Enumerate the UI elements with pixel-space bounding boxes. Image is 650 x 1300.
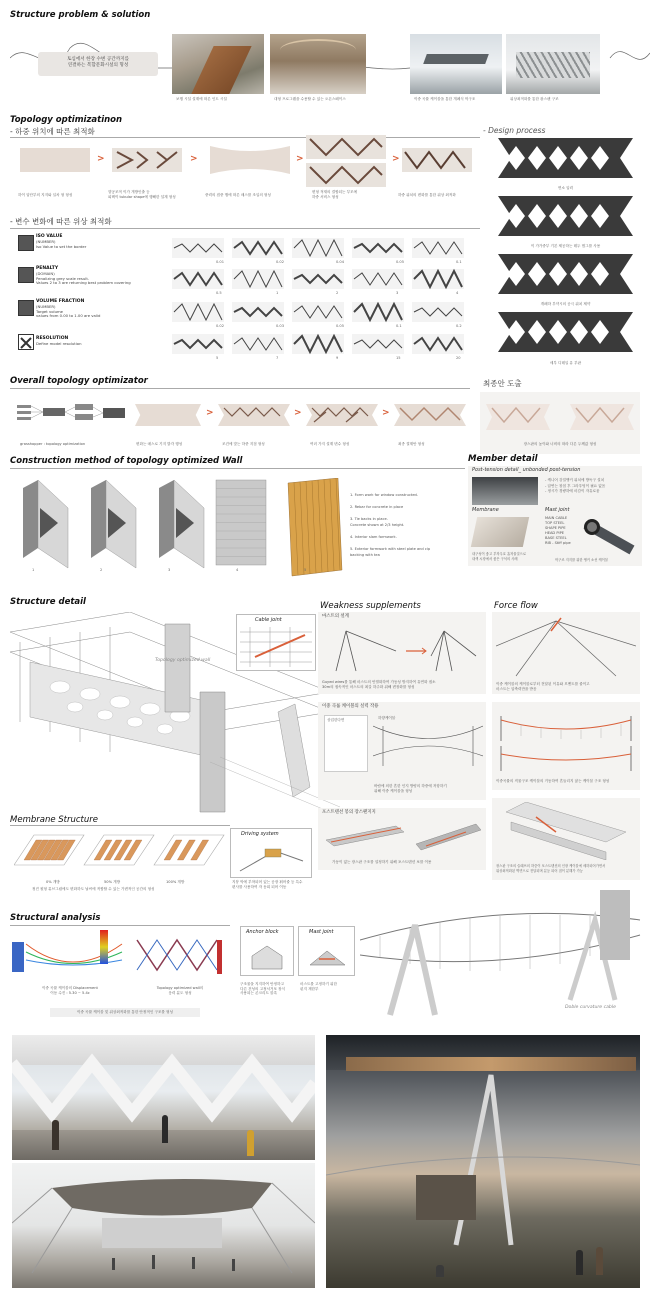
overall-caption-5: 최종 결계안 형성 — [398, 442, 425, 446]
post-tension-image — [472, 477, 538, 505]
mast-label-6: RIB - Stiff pipe — [545, 541, 571, 545]
problem-bubble-text: 토심에서 한장 수변 공간까지를 연결하는 복합문화시설의 형성 — [66, 57, 130, 68]
weakness-inner-frame — [324, 715, 368, 772]
mast-joint2-caption: 마스트를 고정하기 위한 핀지 재한부 — [300, 982, 337, 991]
topology-arrow-4: > — [392, 154, 400, 164]
mast-joint-frame — [298, 926, 355, 976]
weakness-title: Weakness supplements — [320, 601, 421, 611]
construction-step-1: 1. Form work for window constructed. — [350, 493, 418, 497]
membrane-label-2: 50% 개방 — [104, 880, 121, 884]
param-iso — [36, 234, 86, 249]
construction-step-3-drawing — [159, 480, 204, 568]
section-title-overall: Overall topology optimizator — [10, 376, 148, 386]
force-flow-panel-1 — [492, 612, 640, 694]
membrane-detail-title: Membrane — [472, 507, 499, 513]
process-caption-2: 이 가가중부 기본 제공하는 테두 범그를 사용 — [530, 244, 601, 248]
force-flow-text-3: 장스판 구조의 슬래브의 하중이 포스트텐션의 인장 케이블에 세하되어가면서 위상최적화된 벽면으로 전달되며 분등 되어 접이 분해가 가능 — [496, 864, 606, 873]
param-volume-desc: Target volume values from 0.00 to 1.00 are valid — [36, 308, 101, 319]
param-iso-name: ISO VALUE — [36, 234, 63, 239]
weakness-panel-1 — [318, 612, 486, 694]
membrane-openings — [14, 830, 229, 875]
param-tick-4-2: 7 — [276, 356, 279, 360]
pt-note-3: - 정시가 경량하에 마감이 자유로움 — [545, 489, 600, 493]
weakness-inner-label-2: 하향케이블 — [378, 716, 396, 720]
final-panel — [480, 392, 640, 454]
param-penalty-desc: Penalizing grey scale result. Values 2 to 3 are returning best problem covering — [36, 275, 131, 286]
param-volume-name: VOLUME FRACTION — [36, 299, 85, 304]
param-tick-1-3: 0.04 — [336, 260, 345, 264]
overall-rule — [10, 388, 470, 389]
topology-step-2-shape — [112, 144, 182, 176]
weakness-panel-3 — [318, 808, 486, 870]
param-tick-3-4: 0.1 — [396, 324, 402, 328]
post-tension-notes — [545, 478, 640, 495]
topology-arrow-3: > — [296, 154, 304, 164]
overall-caption-1: grasshopper : topology optimization — [20, 442, 86, 446]
weakness-sub-2: 이중 곡률 케이블의 실력 작용 — [322, 704, 379, 709]
topology-caption-1: 하이 앙단부의 지지와 일차 형 형성 — [18, 193, 73, 197]
pt-note-1: - 케니어 강밀앵커 위치에 방독구 설치 — [545, 478, 605, 482]
problem-caption-4: 위상최적화를 통한 광스팬 구조 — [510, 97, 559, 101]
topology-arrow-2: > — [190, 154, 198, 164]
anchor-block-title: Anchor block — [246, 929, 279, 935]
membrane-opening-3 — [154, 835, 224, 865]
analysis-caption-left: 이중 곡률 케이블의 Displacement 이동 수진 : 5.30 ~ 5.4c — [42, 986, 98, 995]
design-process-shapes — [498, 136, 633, 366]
resolution-icon — [18, 334, 34, 350]
process-shape-3 — [498, 254, 633, 294]
topology-step-3-shape — [210, 144, 290, 176]
param-volume — [36, 299, 100, 319]
mast-joint2-title: Mast joint — [309, 929, 334, 935]
analysis-diagrams — [12, 930, 232, 982]
final-caption: 장스판의 높이와 너비의 따라 다른 두께값 형성 — [523, 442, 597, 446]
topology-caption-4: 변형 적재의 결합되는 부모에 하중 서비스 형성 — [312, 190, 358, 199]
analysis-rule — [10, 925, 230, 926]
post-tension-title: Post-tension detail_ unbonded post-tension — [472, 467, 581, 473]
grasshopper-graph — [15, 400, 130, 430]
force-flow-panel-3 — [492, 798, 640, 880]
overall-caption-4: 여러 가지 설계 변수 형성 — [310, 442, 350, 446]
param-tick-4-5: 20 — [456, 356, 461, 360]
problem-caption-3: 이중 곡률 케이블을 통한 개폐식 막구조 — [414, 97, 476, 101]
anchor-caption: 구조물을 지지하여 안정하고 다른 건성의 고정서거포 장식 사용되는 콘크리트 블록 — [240, 982, 286, 996]
param-volume-type: (NUMBER) — [36, 303, 56, 309]
membrane-label-3: 100% 개방 — [166, 880, 185, 884]
render-canopy-view — [12, 1163, 315, 1288]
param-tick-1-5: 0.1 — [456, 260, 462, 264]
final-title: 최종안 도출 — [483, 379, 522, 388]
param-tick-2-2: 1 — [276, 291, 279, 295]
cable-joint-frame — [236, 614, 316, 671]
analysis-note: 이중 곡률 케이블 및 위상최적화를 통한 안정적인 구조를 형성 — [77, 1010, 173, 1014]
construction-number-4: 4 — [236, 568, 239, 572]
design-process-title: - Design process — [483, 126, 546, 135]
weakness-inner-label-1: 상업한다면 — [327, 718, 345, 722]
weakness-text-1: Guyed wires를 통해 마스트의 안벌화하여 가동성 방지하여 유연화 접소 30m의 접속적인 마스트의 최갈 하주화 위해 변장화를 형성 — [322, 680, 436, 689]
construction-number-5: 5 — [304, 568, 307, 572]
param-rule — [10, 228, 480, 229]
weakness-text-2: 바람에 의한 흔한 인지 방양의 하중에 저항하기 위해 이중 케이블을 형성 — [374, 784, 447, 793]
topology-step-4-shapes — [306, 135, 386, 187]
mast-label-4: HEAD PIPE — [545, 531, 565, 535]
driving-system-title: Driving system — [241, 831, 279, 837]
param-penalty-name: PENALTY — [36, 266, 59, 271]
problem-caption-2: 대형 프로그램을 수용할 수 있는 오픈스페이스 — [274, 97, 346, 101]
param-tick-3-3: 0.05 — [336, 324, 345, 328]
param-tick-3-1: 0.02 — [216, 324, 225, 328]
volume-fraction-icon — [18, 300, 34, 316]
construction-step-2-drawing — [91, 480, 136, 568]
process-caption-3: 개폐하 부약시의 공극 위치 제약 — [540, 302, 591, 306]
analysis-note-box — [50, 1008, 200, 1017]
process-shape-2 — [498, 196, 633, 236]
param-resolution-desc: Define model resolution — [36, 340, 82, 346]
overall-caption-3: 조건에 맞는 하중 지점 형성 — [222, 442, 265, 446]
param-resolution — [36, 336, 81, 347]
section-title-topology: Topology optimizatinon — [10, 115, 123, 125]
overall-caption-2: 변화는 매스로 기지 밝각 행성 — [136, 442, 183, 446]
section-title-structure-problem: Structure problem & solution — [10, 10, 151, 20]
weakness-sub-1: 마스트의 설계 — [322, 614, 349, 619]
param-tick-4-4: 15 — [396, 356, 401, 360]
param-tick-1-2: 0.02 — [276, 260, 285, 264]
param-tick-2-1: 0.5 — [216, 291, 222, 295]
membrane-layers-image — [471, 517, 529, 547]
topology-wall-label: Topology optimized wall — [155, 658, 211, 663]
construction-step-1-drawing — [23, 480, 68, 568]
topology-rule — [10, 137, 480, 138]
param-iso-type: (NUMBER) — [36, 238, 56, 244]
construction-number-3: 3 — [168, 568, 171, 572]
param-resolution-name: RESOLUTION — [36, 336, 69, 341]
section-title-member: Member detail — [468, 454, 538, 464]
section-title-structure-detail: Structure detail — [10, 597, 86, 607]
param-tick-2-4: 3 — [396, 291, 399, 295]
photo-open-space — [270, 34, 366, 94]
construction-step-numbers — [18, 568, 348, 578]
mast-label-5: BASE STEEL — [545, 536, 567, 540]
photo-membrane — [410, 34, 502, 94]
param-penalty — [36, 266, 131, 286]
anchor-block-frame — [240, 926, 294, 976]
force-flow-title: Force flow — [494, 601, 538, 611]
driving-system-frame — [230, 828, 312, 878]
construction-step-5-drawing — [288, 478, 342, 576]
construction-step-2: 2. Rebar for concrete in place — [350, 505, 404, 509]
weakness-sub-3: 포스트텐션 봉의 장스팬지지 — [322, 810, 376, 815]
force-flow-text-1: 이중 케이블의 케이블로부터 전달된 이유와 모멘트를 줄이고 마스트는 압축력만을 받음 — [496, 682, 590, 691]
construction-step-3: 3. Tie backs in place. Concrete shown at 2/3 height. — [350, 517, 405, 527]
membrane-caption: 정진 원형 튜브그림에도 변화하도 날씨에 적합할 수 있는 가변적인 공간의 형성 — [32, 887, 155, 891]
mast-joint-image — [582, 514, 640, 556]
construction-step-4-drawing — [216, 480, 266, 565]
mast-label-2: TOP STEEL — [545, 521, 565, 525]
topology-step-1-shape — [20, 148, 90, 172]
cable-joint-title: Cable joint — [255, 617, 282, 623]
mast-label-1: MAIN CABLE — [545, 516, 568, 520]
mast-label-3: SHAPE PIPE — [545, 526, 566, 530]
construction-steps-list — [350, 492, 465, 558]
construction-rule — [10, 468, 465, 469]
overall-arrow-1: > — [206, 408, 214, 418]
penalty-icon — [18, 267, 34, 283]
construction-step-4: 4. Interior slam formwork. — [350, 535, 397, 539]
force-flow-text-2: 이중곡률의 직물구조 케이블의 거동하여 흔들리지 않는 케이블 구조 형성 — [496, 779, 610, 783]
construction-step-5: 5. Exterior formwork with steel plate and cip backing with tea — [350, 547, 431, 557]
construction-steps-illustration — [18, 478, 348, 578]
topology-arrow-1: > — [97, 154, 105, 164]
mast-detail-caption: 막구조 지지를 위한 앵커 소선 케이블 — [555, 558, 609, 562]
param-tick-2-3: 2 — [336, 291, 339, 295]
overall-step-2-shape — [135, 404, 201, 426]
section-title-analysis: Structural analysis — [10, 913, 101, 923]
iso-value-icon — [18, 235, 34, 251]
overall-arrow-3: > — [382, 408, 390, 418]
process-shape-4 — [498, 312, 633, 352]
topology-step-5-shape — [402, 144, 472, 176]
force-flow-panel-2 — [492, 702, 640, 790]
construction-number-2: 2 — [100, 568, 103, 572]
topology-caption-2: 향공조적 이가 개방인출 등 피택이 tubular shape에 행해한 설계 형성 — [108, 190, 176, 199]
param-penalty-type: (DOMAIN) — [36, 270, 55, 276]
weakness-text-3: 가동이 없는 장스판 구조를 설정하기 위해 포스트텐션 보를 이용 — [332, 860, 432, 864]
membrane-label-1: 0% 개방 — [46, 880, 60, 884]
overall-arrow-2: > — [294, 408, 302, 418]
param-tick-labels — [172, 236, 472, 370]
mast-joint-title: Mast joint — [545, 507, 570, 513]
param-tick-1-1: 0.01 — [216, 260, 225, 264]
membrane-structure-title: Membrane Structure — [10, 815, 98, 825]
problem-caption-1: 보행 시설 설계에 따른 인도 시설 — [176, 97, 227, 101]
param-tick-2-5: 4 — [456, 291, 459, 295]
weakness-panel-2 — [318, 702, 486, 800]
mast-labels — [545, 516, 571, 546]
double-cable-label: Doble curvature cable — [565, 1005, 616, 1010]
topology-caption-3: 중력의 집중 행에 따른 매스를 조입의 형성 — [205, 193, 271, 197]
double-cable-perspective — [360, 880, 645, 1020]
membrane-rule — [10, 825, 230, 826]
photo-long-span — [506, 34, 600, 94]
construction-number-1: 1 — [32, 568, 35, 572]
membrane-detail-caption: 내구성이 좋고 부착우호 흡착물질으로 내색 시장에서 좋은 구석의 사례 — [472, 552, 527, 561]
topology-caption-5: 하중 위치의 변화를 통한 위상 최적화 — [398, 193, 456, 197]
membrane-opening-1 — [14, 835, 84, 865]
analysis-caption-right: Topology optimized wall의 응력 분도 형성 — [156, 986, 204, 995]
param-tick-1-4: 0.05 — [396, 260, 405, 264]
overall-step-3-shape — [218, 402, 290, 428]
param-iso-desc: Iso Value to set the border — [36, 243, 87, 249]
pt-note-2: - 압연는 창침 후 그라우팅이 필요 없음 — [545, 483, 606, 488]
param-tick-4-3: 9 — [336, 356, 339, 360]
problem-bubble — [38, 52, 158, 76]
render-sunset-view — [326, 1035, 640, 1288]
membrane-opening-2 — [84, 835, 154, 865]
overall-step-5-shape — [394, 402, 466, 428]
process-caption-1: 면소 입력 — [557, 186, 574, 190]
param-tick-3-2: 0.03 — [276, 324, 285, 328]
render-plaza-view — [12, 1035, 315, 1160]
overall-step-4-shape — [306, 402, 378, 428]
param-tick-3-5: 0.2 — [456, 324, 462, 328]
process-caption-4: 세부 디테일 유 부판 — [549, 361, 582, 365]
section-title-construction: Construction method of topology optimized Wall — [10, 456, 243, 466]
process-shape-1 — [498, 138, 633, 178]
param-tick-4-1: 5 — [216, 356, 219, 360]
photo-ground-site — [172, 34, 264, 94]
topology-subtitle-load: - 하중 위치에 따른 최적화 — [10, 127, 95, 136]
topology-subtitle-param: - 변수 변화에 따른 위상 최적화 — [10, 217, 112, 226]
driving-caption: 지붕 막에 부착되어 있는 공장 휘어줄 등 특수 편사를 사용하여 자 동희 되어 이동 — [232, 880, 303, 889]
